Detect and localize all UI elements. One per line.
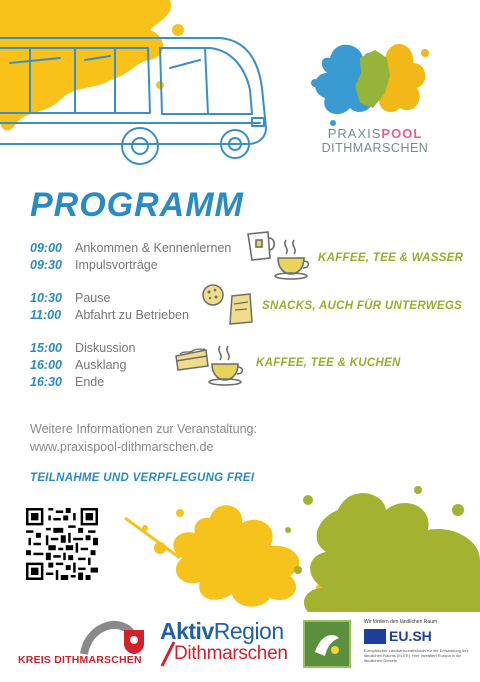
info-line: Weitere Informationen zur Veranstaltung: xyxy=(30,422,257,436)
aktivregion-dithmarschen: Dithmarschen xyxy=(174,643,288,664)
program-row: 09:00 Ankommen & Kennenlernen xyxy=(30,241,232,255)
program-row: 10:30 Pause xyxy=(30,291,111,305)
note-refreshments-3: KAFFEE, TEE & KUCHEN xyxy=(256,357,401,369)
logo-line-1: PRAXISPOOL xyxy=(327,126,423,141)
green-splash-bottom xyxy=(268,470,480,612)
logo-line-2: DITHMARSCHEN xyxy=(321,141,429,155)
kreis-dithmarschen-logo-icon xyxy=(80,616,150,656)
bus-illustration xyxy=(0,18,280,168)
eu-sh-label: EU.SH xyxy=(389,628,432,644)
eu-funding-label: Wir fördern den ländlichen Raum xyxy=(364,619,438,625)
program-row: 16:30 Ende xyxy=(30,375,105,389)
program-row: 11:00 Abfahrt zu Betrieben xyxy=(30,308,189,322)
program-row: 16:00 Ausklang xyxy=(30,358,127,372)
coffee-cup-icon xyxy=(272,236,312,280)
note-refreshments-1: KAFFEE, TEE & WASSER xyxy=(318,252,464,264)
free-participation: TEILNAHME UND VERPFLEGUNG FREI xyxy=(30,472,255,484)
program-row: 15:00 Diskussion xyxy=(30,341,136,355)
eu-flag-icon xyxy=(364,629,386,644)
note-refreshments-2: SNACKS, AUCH FÜR UNTERWEGS xyxy=(262,300,463,312)
aktivregion-swoosh-icon xyxy=(160,640,176,668)
program-title: PROGRAMM xyxy=(30,186,244,224)
qr-code[interactable] xyxy=(26,508,98,580)
info-url[interactable]: www.praxispool-dithmarschen.de xyxy=(30,440,214,454)
snack-bag-icon xyxy=(226,290,256,328)
leader-logo-icon xyxy=(307,624,347,664)
kreis-dithmarschen-label: KREIS DITHMARSCHEN xyxy=(18,654,142,666)
aktivregion-logo: AktivRegion xyxy=(160,618,284,644)
cookie-icon xyxy=(200,282,226,308)
eu-fine-print: Europäischer Landwirtschaftsfonds für die Entwicklung des ländlichen Raums (ELER): Hier investiert Europa in die ländlichen Gebiete. xyxy=(364,648,469,663)
coffee-cup-icon xyxy=(206,342,246,386)
program-row: 09:30 Impulsvorträge xyxy=(30,258,158,272)
